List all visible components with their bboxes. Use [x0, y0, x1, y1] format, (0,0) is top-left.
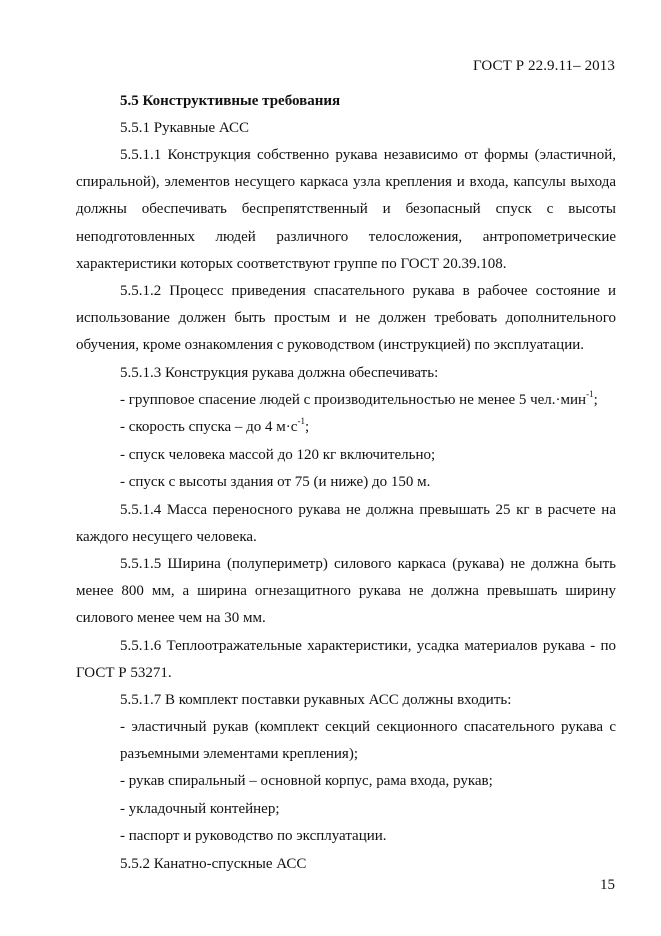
- list-item: - скорость спуска – до 4 $м\cdot с^{-1}$;: [120, 416, 310, 436]
- list-item: - укладочный контейнер;: [120, 800, 280, 817]
- list-item: - групповое спасение людей с производительностью не менее 5 чел.·мин$^{-1}$;: [120, 388, 598, 408]
- paragraph: 5.5.1.2 Процесс приведения спасательного рукава в рабочее состояние и использование должен быть простым и не должен требовать дополнительного обучения, кроме ознакомления с руководством (инструкцией) по эксплуатации.: [76, 283, 616, 354]
- list-item: - спуск с высоты здания от 75 (и ниже) до 150 м.: [120, 474, 431, 491]
- list-item: - рукав спиральный – основной корпус, рама входа, рукав;: [120, 773, 493, 790]
- paragraph: 5.5.1.4 Масса переносного рукава не должна превышать 25 кг в расчете на каждого несущего человека.: [76, 501, 616, 545]
- paragraph: 5.5.1.7 В комплект поставки рукавных АСС должны входить:: [120, 692, 512, 709]
- section-heading: 5.5 Конструктивные требования: [120, 93, 341, 109]
- paragraph: 5.5.1.5 Ширина (полупериметр) силового каркаса (рукава) не должна быть менее 800 мм, а ширина огнезащитного рукава не должна превышать ширину силового менее чем на 30 мм.: [76, 556, 616, 627]
- superscript: -1: [297, 416, 305, 427]
- superscript: -1: [586, 388, 594, 399]
- paragraph: 5.5.1.3 Конструкция рукава должна обеспечивать:: [120, 364, 439, 381]
- list-item: - спуск человека массой до 120 кг включительно;: [120, 446, 436, 463]
- page-number: 15: [600, 877, 615, 893]
- list-item: - паспорт и руководство по эксплуатации.: [120, 828, 387, 845]
- document-body: [76, 88, 616, 878]
- subsection-title: 5.5.2 Канатно-спускные АСС: [120, 855, 307, 872]
- document-header: ГОСТ Р 22.9.11– 2013: [472, 58, 615, 74]
- paragraph: 5.5.1.6 Теплоотражательные характеристики, усадка материалов рукава - по ГОСТ Р 53271.: [76, 637, 616, 681]
- subsection-title: 5.5.1 Рукавные АСС: [120, 120, 250, 136]
- paragraph: 5.5.1.1 Конструкция собственно рукава независимо от формы (эластичной, спиральной), элементов несущего каркаса узла крепления и входа, капсулы выхода должны обеспечивать беспрепятственный и безопасный спуск с высоты неподготовленных людей различного телосложения, антропометрические характеристики которых соответствуют группе по ГОСТ 20.39.108.: [76, 147, 616, 272]
- list-item: - эластичный рукав (комплект секций секционного спасательного рукава с разъемными элементами крепления);: [120, 719, 616, 763]
